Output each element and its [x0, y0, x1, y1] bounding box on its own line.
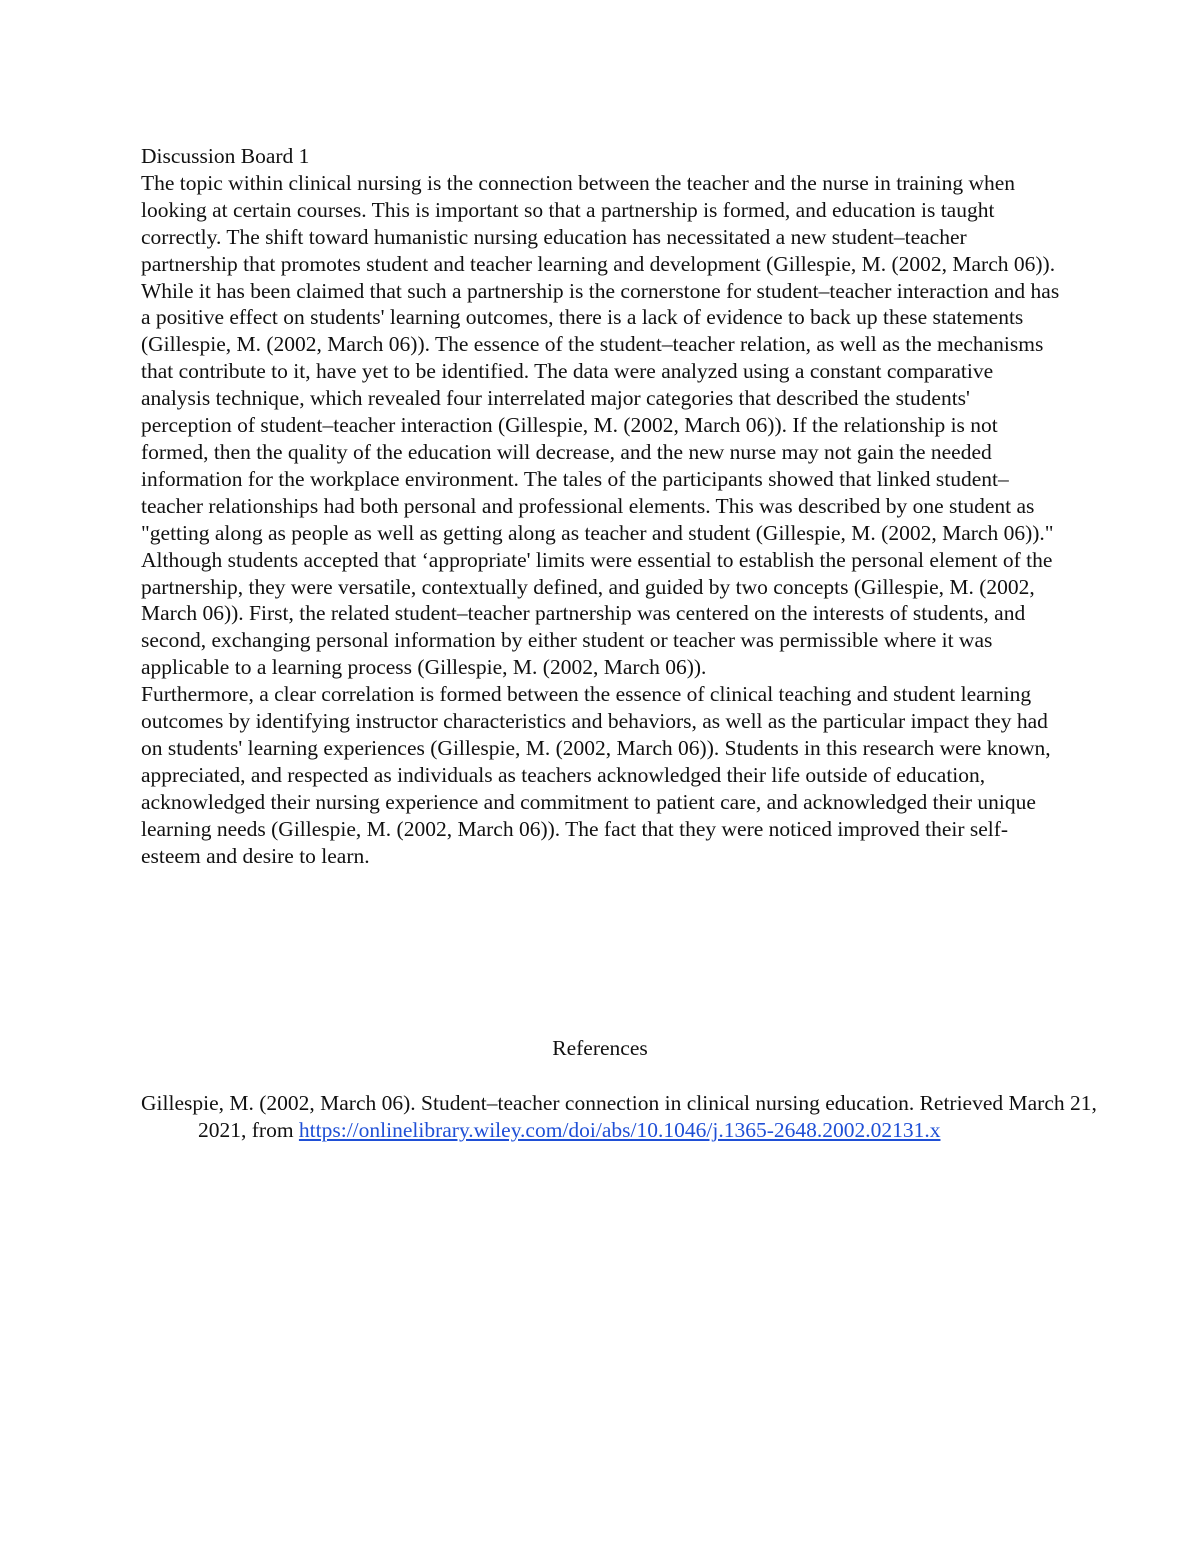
body-paragraph-1: The topic within clinical nursing is the connection between the teacher and the nurse in training when looking at certain courses. This is important so that a partnership is formed, and education is taught correctly. The shift toward humanistic nursing education has necessitated a new student–teacher partnership that promotes student and teacher learning and development (Gillespie, M. (2002, March 06)). While it has been claimed that such a partnership is the cornerstone for student–teacher interaction and has a positive effect on students' learning outcomes, there is a lack of evidence to back up these statements (Gillespie, M. (2002, March 06)). The essence of the student–teacher relation, as well as the mechanisms that contribute to it, have yet to be identified. The data were analyzed using a constant comparative analysis technique, which revealed four interrelated major categories that described the students' perception of student–teacher interaction (Gillespie, M. (2002, March 06)). If the relationship is not formed, then the quality of the education will decrease, and the new nurse may not gain the needed information for the workplace environment. The tales of the participants showed that linked student–teacher relationships had both personal and professional elements. This was described by one student as "getting along as people as well as getting along as teacher and student (Gillespie, M. (2002, March 06))." Although students accepted that ‘appropriate' limits were essential to establish the personal element of the partnership, they were versatile, contextually defined, and guided by two concepts (Gillespie, M. (2002, March 06)). First, the related student–teacher partnership was centered on the interests of students, and second, exchanging personal information by either student or teacher was permissible where it was applicable to a learning process (Gillespie, M. (2002, March 06)).	[141, 170, 1060, 680]
document-title: Discussion Board 1	[141, 144, 310, 168]
reference-link[interactable]: https://onlinelibrary.wiley.com/doi/abs/10.1046/j.1365-2648.2002.02131.x	[298, 1118, 941, 1142]
reference-entry	[141, 1090, 1098, 1144]
reference-text: Gillespie, M. (2002, March 06). Student–teacher connection in clinical nursing education. Retrieved March 21, 2021, from	[141, 1091, 1097, 1142]
body-paragraph-2: Furthermore, a clear correlation is formed between the essence of clinical teaching and student learning outcomes by identifying instructor characteristics and behaviors, as well as the particular impact they had on students' learning experiences (Gillespie, M. (2002, March 06)). Students in this research were known, appreciated, and respected as individuals as teachers acknowledged their life outside of education, acknowledged their nursing experience and commitment to patient care, and acknowledged their unique learning needs (Gillespie, M. (2002, March 06)). The fact that they were noticed improved their self-esteem and desire to learn.	[141, 682, 1051, 868]
document-body	[141, 143, 1061, 869]
references-heading: References	[552, 1036, 648, 1060]
